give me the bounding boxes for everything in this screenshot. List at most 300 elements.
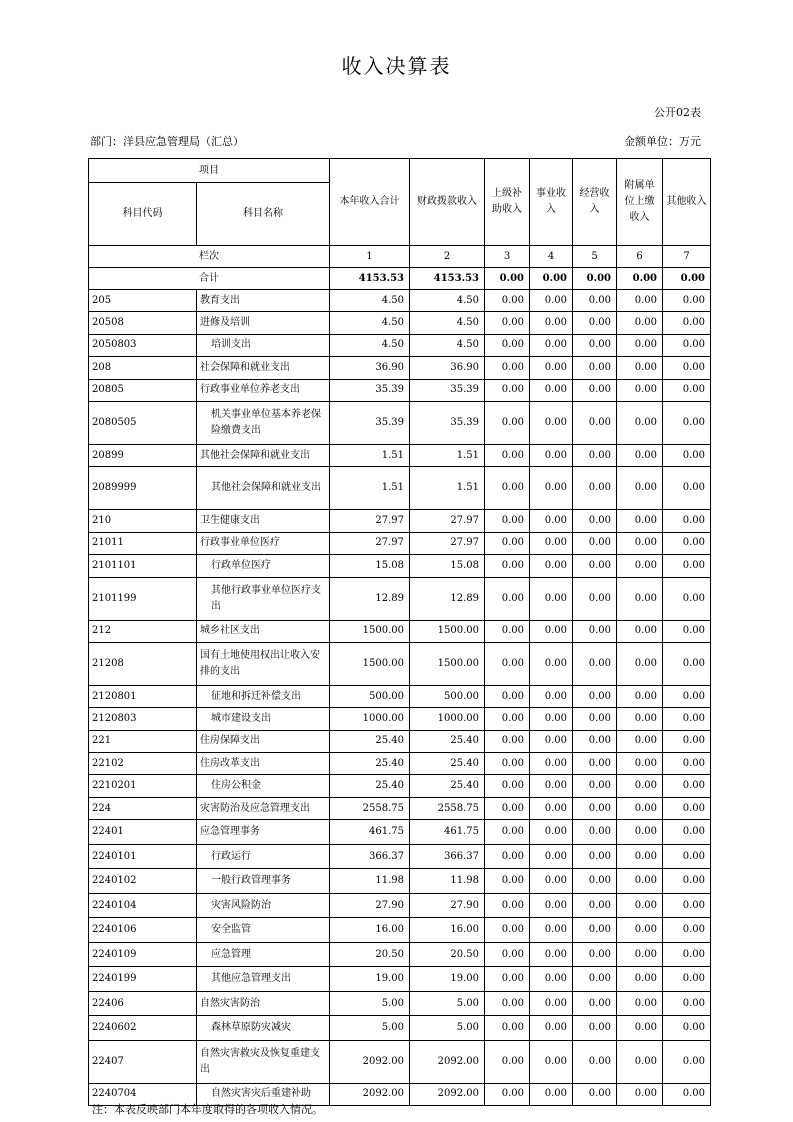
header-col6: 附属单位上缴收入 bbox=[617, 159, 663, 246]
amount-cell: 25.40 bbox=[410, 753, 485, 775]
subject-name: 城乡社区支出 bbox=[197, 620, 330, 642]
amount-cell: 0.00 bbox=[485, 869, 530, 894]
amount-cell: 0.00 bbox=[663, 1040, 711, 1083]
amount-cell: 0.00 bbox=[663, 685, 711, 707]
amount-cell: 0.00 bbox=[530, 401, 573, 444]
total-value: 0.00 bbox=[617, 268, 663, 290]
amount-cell: 0.00 bbox=[530, 532, 573, 554]
table-row bbox=[89, 312, 711, 334]
amount-cell: 0.00 bbox=[485, 555, 530, 577]
amount-cell: 0.00 bbox=[573, 532, 617, 554]
amount-cell: 0.00 bbox=[617, 444, 663, 466]
table-row bbox=[89, 797, 711, 819]
total-value: 0.00 bbox=[485, 268, 530, 290]
column-number: 3 bbox=[485, 246, 530, 268]
amount-cell: 0.00 bbox=[617, 577, 663, 620]
subject-code: 2240704 bbox=[89, 1083, 197, 1105]
amount-cell: 0.00 bbox=[573, 820, 617, 845]
amount-cell: 461.75 bbox=[410, 820, 485, 845]
amount-cell: 0.00 bbox=[573, 444, 617, 466]
amount-cell: 0.00 bbox=[530, 685, 573, 707]
amount-cell: 0.00 bbox=[663, 444, 711, 466]
amount-cell: 0.00 bbox=[485, 967, 530, 992]
subject-code: 2101101 bbox=[89, 555, 197, 577]
header-name: 科目名称 bbox=[197, 183, 330, 246]
amount-cell: 0.00 bbox=[485, 797, 530, 819]
amount-cell: 0.00 bbox=[485, 685, 530, 707]
amount-cell: 0.00 bbox=[485, 444, 530, 466]
amount-cell: 0.00 bbox=[663, 577, 711, 620]
amount-cell: 0.00 bbox=[617, 708, 663, 730]
subject-name: 一般行政管理事务 bbox=[197, 869, 330, 894]
table-row bbox=[89, 555, 711, 577]
amount-cell: 0.00 bbox=[485, 753, 530, 775]
amount-cell: 366.37 bbox=[410, 844, 485, 869]
subject-name: 行政事业单位医疗 bbox=[197, 532, 330, 554]
amount-cell: 5.00 bbox=[410, 991, 485, 1016]
amount-cell: 0.00 bbox=[573, 918, 617, 943]
amount-cell: 0.00 bbox=[663, 357, 711, 379]
subject-code: 221 bbox=[89, 730, 197, 752]
amount-cell: 0.00 bbox=[573, 797, 617, 819]
amount-cell: 0.00 bbox=[663, 401, 711, 444]
subject-code: 2089999 bbox=[89, 467, 197, 510]
amount-cell: 0.00 bbox=[663, 991, 711, 1016]
amount-cell: 4.50 bbox=[410, 312, 485, 334]
amount-cell: 0.00 bbox=[530, 312, 573, 334]
amount-cell: 0.00 bbox=[485, 510, 530, 532]
amount-cell: 0.00 bbox=[485, 942, 530, 967]
amount-cell: 0.00 bbox=[573, 708, 617, 730]
subject-name: 应急管理事务 bbox=[197, 820, 330, 845]
amount-cell: 16.00 bbox=[330, 918, 410, 943]
header-col7: 其他收入 bbox=[663, 159, 711, 246]
amount-cell: 0.00 bbox=[485, 334, 530, 356]
amount-cell: 0.00 bbox=[573, 467, 617, 510]
amount-cell: 0.00 bbox=[663, 893, 711, 918]
amount-cell: 0.00 bbox=[573, 844, 617, 869]
header-col3: 上级补助收入 bbox=[485, 159, 530, 246]
amount-cell: 0.00 bbox=[530, 797, 573, 819]
amount-cell: 0.00 bbox=[573, 967, 617, 992]
amount-cell: 4.50 bbox=[330, 290, 410, 312]
subject-code: 224 bbox=[89, 797, 197, 819]
amount-cell: 0.00 bbox=[663, 730, 711, 752]
table-row bbox=[89, 844, 711, 869]
amount-cell: 35.39 bbox=[410, 379, 485, 401]
amount-cell: 0.00 bbox=[530, 775, 573, 797]
amount-cell: 0.00 bbox=[485, 730, 530, 752]
amount-cell: 5.00 bbox=[330, 991, 410, 1016]
amount-cell: 0.00 bbox=[617, 1040, 663, 1083]
subject-name: 进修及培训 bbox=[197, 312, 330, 334]
table-row bbox=[89, 467, 711, 510]
amount-cell: 36.90 bbox=[410, 357, 485, 379]
amount-cell: 0.00 bbox=[485, 918, 530, 943]
amount-cell: 0.00 bbox=[485, 1016, 530, 1041]
subject-code: 22102 bbox=[89, 753, 197, 775]
column-number: 2 bbox=[410, 246, 485, 268]
subject-name: 其他行政事业单位医疗支出 bbox=[197, 577, 330, 620]
amount-cell: 0.00 bbox=[485, 290, 530, 312]
subject-name: 其他社会保障和就业支出 bbox=[197, 467, 330, 510]
table-row bbox=[89, 685, 711, 707]
subject-code: 2050803 bbox=[89, 334, 197, 356]
amount-cell: 0.00 bbox=[485, 379, 530, 401]
table-row bbox=[89, 577, 711, 620]
amount-cell: 12.89 bbox=[330, 577, 410, 620]
subject-name: 行政事业单位养老支出 bbox=[197, 379, 330, 401]
table-row bbox=[89, 730, 711, 752]
amount-cell: 0.00 bbox=[617, 797, 663, 819]
total-value: 0.00 bbox=[530, 268, 573, 290]
amount-cell: 0.00 bbox=[617, 753, 663, 775]
amount-cell: 1.51 bbox=[330, 444, 410, 466]
amount-cell: 4.50 bbox=[410, 334, 485, 356]
amount-cell: 0.00 bbox=[573, 555, 617, 577]
amount-cell: 0.00 bbox=[663, 844, 711, 869]
subject-name: 城市建设支出 bbox=[197, 708, 330, 730]
amount-cell: 11.98 bbox=[410, 869, 485, 894]
subject-name: 住房公积金 bbox=[197, 775, 330, 797]
amount-cell: 2092.00 bbox=[410, 1040, 485, 1083]
subject-code: 22407 bbox=[89, 1040, 197, 1083]
column-number: 7 bbox=[663, 246, 711, 268]
amount-cell: 0.00 bbox=[573, 620, 617, 642]
amount-unit-label: 金额单位：万元 bbox=[624, 135, 701, 148]
amount-cell: 15.08 bbox=[330, 555, 410, 577]
amount-cell: 0.00 bbox=[663, 620, 711, 642]
amount-cell: 11.98 bbox=[330, 869, 410, 894]
subject-name: 教育支出 bbox=[197, 290, 330, 312]
amount-cell: 0.00 bbox=[617, 467, 663, 510]
subject-name: 自然灾害救灾及恢复重建支出 bbox=[197, 1040, 330, 1083]
amount-cell: 4.50 bbox=[330, 334, 410, 356]
amount-cell: 0.00 bbox=[485, 893, 530, 918]
amount-cell: 27.97 bbox=[330, 510, 410, 532]
amount-cell: 0.00 bbox=[573, 577, 617, 620]
amount-cell: 0.00 bbox=[530, 1083, 573, 1105]
amount-cell: 0.00 bbox=[663, 967, 711, 992]
subject-name: 机关事业单位基本养老保险缴费支出 bbox=[197, 401, 330, 444]
amount-cell: 0.00 bbox=[617, 379, 663, 401]
table-row bbox=[89, 991, 711, 1016]
amount-cell: 25.40 bbox=[330, 753, 410, 775]
amount-cell: 1.51 bbox=[410, 444, 485, 466]
footnote: 注：本表反映部门本年度取得的各项收入情况。 bbox=[92, 1103, 323, 1116]
amount-cell: 0.00 bbox=[617, 967, 663, 992]
table-row bbox=[89, 775, 711, 797]
amount-cell: 0.00 bbox=[617, 532, 663, 554]
header-item: 项目 bbox=[89, 159, 330, 183]
amount-cell: 0.00 bbox=[530, 577, 573, 620]
table-row bbox=[89, 1040, 711, 1083]
amount-cell: 0.00 bbox=[617, 290, 663, 312]
amount-cell: 0.00 bbox=[663, 312, 711, 334]
subject-name: 灾害风险防治 bbox=[197, 893, 330, 918]
subject-code: 21208 bbox=[89, 642, 197, 685]
amount-cell: 0.00 bbox=[485, 844, 530, 869]
table-row bbox=[89, 620, 711, 642]
amount-cell: 0.00 bbox=[530, 290, 573, 312]
subject-name: 自然灾害灾后重建补助 bbox=[197, 1083, 330, 1105]
amount-cell: 0.00 bbox=[617, 918, 663, 943]
amount-cell: 0.00 bbox=[530, 753, 573, 775]
column-number: 1 bbox=[330, 246, 410, 268]
table-row bbox=[89, 510, 711, 532]
header-col5: 经营收入 bbox=[573, 159, 617, 246]
amount-cell: 27.90 bbox=[410, 893, 485, 918]
amount-cell: 2092.00 bbox=[410, 1083, 485, 1105]
amount-cell: 0.00 bbox=[617, 1016, 663, 1041]
amount-cell: 0.00 bbox=[573, 730, 617, 752]
subject-code: 208 bbox=[89, 357, 197, 379]
amount-cell: 25.40 bbox=[410, 730, 485, 752]
amount-cell: 0.00 bbox=[663, 1083, 711, 1105]
amount-cell: 0.00 bbox=[530, 844, 573, 869]
subject-code: 210 bbox=[89, 510, 197, 532]
amount-cell: 35.39 bbox=[410, 401, 485, 444]
amount-cell: 0.00 bbox=[485, 708, 530, 730]
amount-cell: 0.00 bbox=[617, 334, 663, 356]
amount-cell: 16.00 bbox=[410, 918, 485, 943]
amount-cell: 20.50 bbox=[410, 942, 485, 967]
subject-code: 2240109 bbox=[89, 942, 197, 967]
subject-code: 2240102 bbox=[89, 869, 197, 894]
amount-cell: 0.00 bbox=[530, 730, 573, 752]
subject-name: 森林草原防灾减灾 bbox=[197, 1016, 330, 1041]
amount-cell: 0.00 bbox=[617, 685, 663, 707]
table-row bbox=[89, 708, 711, 730]
amount-cell: 0.00 bbox=[663, 942, 711, 967]
table-body bbox=[89, 290, 711, 1106]
amount-cell: 0.00 bbox=[573, 753, 617, 775]
document-number: 公开02表 bbox=[654, 106, 701, 119]
total-value: 0.00 bbox=[573, 268, 617, 290]
amount-cell: 0.00 bbox=[485, 577, 530, 620]
amount-cell: 1500.00 bbox=[330, 620, 410, 642]
amount-cell: 0.00 bbox=[663, 775, 711, 797]
amount-cell: 0.00 bbox=[530, 620, 573, 642]
subject-code: 22406 bbox=[89, 991, 197, 1016]
subject-name: 灾害防治及应急管理支出 bbox=[197, 797, 330, 819]
amount-cell: 0.00 bbox=[573, 642, 617, 685]
amount-cell: 20.50 bbox=[330, 942, 410, 967]
amount-cell: 1000.00 bbox=[410, 708, 485, 730]
subject-name: 行政单位医疗 bbox=[197, 555, 330, 577]
amount-cell: 0.00 bbox=[530, 893, 573, 918]
amount-cell: 0.00 bbox=[530, 708, 573, 730]
subject-name: 培训支出 bbox=[197, 334, 330, 356]
table-row bbox=[89, 334, 711, 356]
subject-code: 2080505 bbox=[89, 401, 197, 444]
amount-cell: 0.00 bbox=[573, 942, 617, 967]
amount-cell: 0.00 bbox=[485, 532, 530, 554]
table-row bbox=[89, 942, 711, 967]
amount-cell: 0.00 bbox=[617, 893, 663, 918]
amount-cell: 25.40 bbox=[330, 730, 410, 752]
table-row bbox=[89, 532, 711, 554]
amount-cell: 0.00 bbox=[573, 1040, 617, 1083]
amount-cell: 0.00 bbox=[617, 844, 663, 869]
amount-cell: 0.00 bbox=[573, 334, 617, 356]
subject-code: 2120803 bbox=[89, 708, 197, 730]
amount-cell: 0.00 bbox=[530, 918, 573, 943]
table-row bbox=[89, 869, 711, 894]
amount-cell: 1500.00 bbox=[410, 642, 485, 685]
amount-cell: 0.00 bbox=[530, 991, 573, 1016]
table-row bbox=[89, 967, 711, 992]
amount-cell: 1.51 bbox=[410, 467, 485, 510]
subject-name: 应急管理 bbox=[197, 942, 330, 967]
amount-cell: 0.00 bbox=[573, 357, 617, 379]
table-row bbox=[89, 893, 711, 918]
amount-cell: 0.00 bbox=[530, 642, 573, 685]
amount-cell: 0.00 bbox=[663, 869, 711, 894]
subject-code: 2240199 bbox=[89, 967, 197, 992]
amount-cell: 27.97 bbox=[410, 510, 485, 532]
amount-cell: 0.00 bbox=[573, 379, 617, 401]
subject-code: 2240602 bbox=[89, 1016, 197, 1041]
amount-cell: 0.00 bbox=[573, 1083, 617, 1105]
amount-cell: 0.00 bbox=[530, 510, 573, 532]
amount-cell: 2092.00 bbox=[330, 1083, 410, 1105]
amount-cell: 0.00 bbox=[573, 685, 617, 707]
amount-cell: 0.00 bbox=[617, 942, 663, 967]
amount-cell: 25.40 bbox=[330, 775, 410, 797]
amount-cell: 0.00 bbox=[617, 620, 663, 642]
table-row bbox=[89, 753, 711, 775]
amount-cell: 4.50 bbox=[330, 312, 410, 334]
amount-cell: 4.50 bbox=[410, 290, 485, 312]
table-row bbox=[89, 1016, 711, 1041]
subject-code: 2120801 bbox=[89, 685, 197, 707]
amount-cell: 461.75 bbox=[330, 820, 410, 845]
page-title: 收入决算表 bbox=[341, 54, 452, 78]
amount-cell: 0.00 bbox=[530, 1040, 573, 1083]
amount-cell: 0.00 bbox=[530, 820, 573, 845]
table-row bbox=[89, 820, 711, 845]
amount-cell: 27.97 bbox=[410, 532, 485, 554]
subject-name: 住房保障支出 bbox=[197, 730, 330, 752]
header-col4: 事业收入 bbox=[530, 159, 573, 246]
amount-cell: 36.90 bbox=[330, 357, 410, 379]
amount-cell: 0.00 bbox=[617, 991, 663, 1016]
subject-code: 22401 bbox=[89, 820, 197, 845]
amount-cell: 5.00 bbox=[410, 1016, 485, 1041]
subject-code: 2240104 bbox=[89, 893, 197, 918]
amount-cell: 0.00 bbox=[663, 532, 711, 554]
amount-cell: 0.00 bbox=[573, 1016, 617, 1041]
subject-name: 国有土地使用权出让收入安排的支出 bbox=[197, 642, 330, 685]
subject-code: 21011 bbox=[89, 532, 197, 554]
amount-cell: 500.00 bbox=[330, 685, 410, 707]
amount-cell: 27.90 bbox=[330, 893, 410, 918]
amount-cell: 0.00 bbox=[573, 401, 617, 444]
amount-cell: 0.00 bbox=[530, 967, 573, 992]
amount-cell: 19.00 bbox=[330, 967, 410, 992]
total-value: 0.00 bbox=[663, 268, 711, 290]
total-label: 合计 bbox=[89, 268, 330, 290]
subject-code: 205 bbox=[89, 290, 197, 312]
subject-code: 20805 bbox=[89, 379, 197, 401]
amount-cell: 0.00 bbox=[617, 555, 663, 577]
amount-cell: 0.00 bbox=[573, 290, 617, 312]
subject-name: 社会保障和就业支出 bbox=[197, 357, 330, 379]
amount-cell: 0.00 bbox=[617, 869, 663, 894]
amount-cell: 5.00 bbox=[330, 1016, 410, 1041]
amount-cell: 27.97 bbox=[330, 532, 410, 554]
amount-cell: 0.00 bbox=[617, 401, 663, 444]
subject-name: 卫生健康支出 bbox=[197, 510, 330, 532]
total-value: 4153.53 bbox=[330, 268, 410, 290]
table-row bbox=[89, 642, 711, 685]
amount-cell: 0.00 bbox=[530, 555, 573, 577]
amount-cell: 0.00 bbox=[617, 357, 663, 379]
amount-cell: 25.40 bbox=[410, 775, 485, 797]
amount-cell: 366.37 bbox=[330, 844, 410, 869]
amount-cell: 0.00 bbox=[663, 918, 711, 943]
amount-cell: 0.00 bbox=[573, 312, 617, 334]
amount-cell: 35.39 bbox=[330, 379, 410, 401]
subject-code: 212 bbox=[89, 620, 197, 642]
amount-cell: 0.00 bbox=[485, 820, 530, 845]
header-col1: 本年收入合计 bbox=[330, 159, 410, 246]
amount-cell: 0.00 bbox=[573, 893, 617, 918]
amount-cell: 0.00 bbox=[663, 797, 711, 819]
table-row bbox=[89, 290, 711, 312]
amount-cell: 1500.00 bbox=[410, 620, 485, 642]
table-row bbox=[89, 444, 711, 466]
amount-cell: 0.00 bbox=[663, 379, 711, 401]
amount-cell: 1.51 bbox=[330, 467, 410, 510]
table-row bbox=[89, 401, 711, 444]
amount-cell: 0.00 bbox=[663, 555, 711, 577]
amount-cell: 0.00 bbox=[663, 1016, 711, 1041]
amount-cell: 0.00 bbox=[663, 334, 711, 356]
subject-code: 2240101 bbox=[89, 844, 197, 869]
amount-cell: 0.00 bbox=[573, 775, 617, 797]
subject-name: 安全监管 bbox=[197, 918, 330, 943]
amount-cell: 0.00 bbox=[485, 620, 530, 642]
amount-cell: 0.00 bbox=[530, 467, 573, 510]
header-col2: 财政拨款收入 bbox=[410, 159, 485, 246]
subject-name: 住房改革支出 bbox=[197, 753, 330, 775]
amount-cell: 1500.00 bbox=[330, 642, 410, 685]
subject-code: 2240106 bbox=[89, 918, 197, 943]
amount-cell: 0.00 bbox=[485, 1083, 530, 1105]
subject-code: 2101199 bbox=[89, 577, 197, 620]
amount-cell: 19.00 bbox=[410, 967, 485, 992]
table-row bbox=[89, 379, 711, 401]
amount-cell: 0.00 bbox=[530, 869, 573, 894]
amount-cell: 1000.00 bbox=[330, 708, 410, 730]
amount-cell: 0.00 bbox=[573, 510, 617, 532]
amount-cell: 2092.00 bbox=[330, 1040, 410, 1083]
amount-cell: 0.00 bbox=[663, 290, 711, 312]
amount-cell: 0.00 bbox=[663, 753, 711, 775]
amount-cell: 2558.75 bbox=[330, 797, 410, 819]
amount-cell: 0.00 bbox=[617, 775, 663, 797]
subject-code: 20899 bbox=[89, 444, 197, 466]
amount-cell: 0.00 bbox=[530, 942, 573, 967]
amount-cell: 0.00 bbox=[485, 312, 530, 334]
amount-cell: 0.00 bbox=[485, 467, 530, 510]
amount-cell: 0.00 bbox=[663, 820, 711, 845]
amount-cell: 0.00 bbox=[617, 510, 663, 532]
total-value: 4153.53 bbox=[410, 268, 485, 290]
subject-name: 行政运行 bbox=[197, 844, 330, 869]
